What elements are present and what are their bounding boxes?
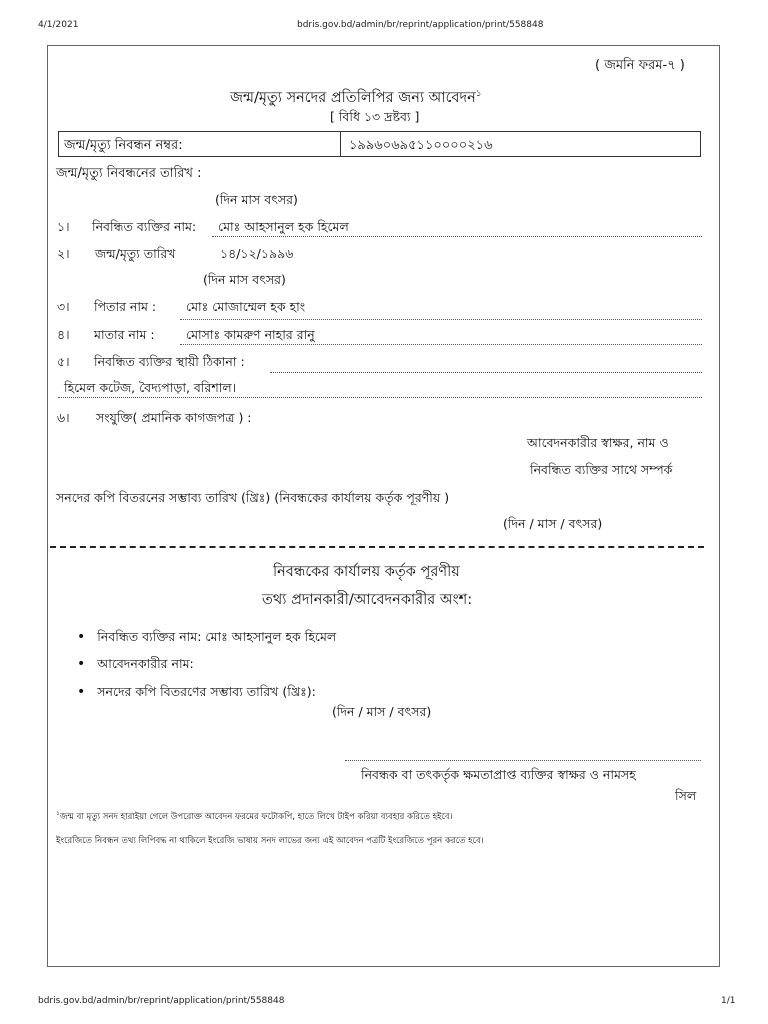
office-bullet-2-text: আবেদনকারীর নাম: bbox=[97, 656, 194, 671]
seal-label: সিল bbox=[675, 788, 697, 803]
office-bullet-3 bbox=[77, 684, 316, 704]
office-bullet-3-text: সনদের কপি বিতরণের সম্ভাব্য তারিখ (খ্রিঃ): bbox=[97, 684, 316, 699]
field-3-number: ৩। bbox=[57, 299, 70, 314]
registration-number-label: জন্ম/মৃত্যু নিবন্ধন নম্বর: bbox=[64, 138, 183, 153]
field-4-number: ৪। bbox=[57, 327, 70, 342]
bullet-dot-icon: • bbox=[77, 656, 86, 672]
field-5-label: নিবন্ধিত ব্যক্তির স্থায়ী ঠিকানা : bbox=[94, 354, 245, 369]
address-value: হিমেল কটেজ, বৈদ্যপাড়া, বরিশাল। bbox=[64, 380, 237, 395]
field-5-dotted-line bbox=[270, 372, 702, 373]
footnote-1-text: জন্ম বা মৃত্যু সনদ হারাইয়া গেলে উপরোক্ত আবেদন ফরমের ফটোকপি, হাতে লিখে টাইপ করিয়া ব্যবহার করিতে হইবে। bbox=[59, 811, 453, 822]
footnote-1 bbox=[56, 808, 453, 824]
office-bullet-1 bbox=[77, 629, 336, 649]
address-dotted-line bbox=[58, 397, 702, 398]
field-3-dotted-line bbox=[180, 319, 702, 320]
form-title-text: জন্ম/মৃত্যু সনদের প্রতিলিপির জন্য আবেদন bbox=[230, 89, 476, 106]
field-3-label: পিতার নাম : bbox=[94, 299, 157, 314]
field-4-label: মাতার নাম : bbox=[94, 327, 155, 342]
field-2-value: ১৪/১২/১৯৯৬ bbox=[220, 246, 294, 261]
registrar-signature-dotted-line bbox=[345, 760, 701, 761]
print-date: 4/1/2021 bbox=[38, 20, 79, 30]
field-1-number: ১। bbox=[57, 219, 70, 234]
footnote-2: ইংরেজিতে নিবন্ধন তথ্য লিপিবদ্ধ না থাকিলে ইংরেজি ভাষায় সনদ লাভের জন্য এই আবেদন পত্রটি ইংরেজিতে পূরন করতে হবে। bbox=[56, 836, 484, 846]
applicant-signature-line-2: নিবন্ধিত ব্যক্তির সাথে সম্পর্ক bbox=[530, 462, 673, 477]
cut-line-divider bbox=[50, 546, 704, 548]
field-4-value: মোসাঃ কামরুণ নাহার রানু bbox=[186, 327, 315, 342]
bullet-dot-icon: • bbox=[77, 629, 86, 645]
office-bullet-1-text: নিবন্ধিত ব্যক্তির নাম: মোঃ আহসানুল হক হিমেল bbox=[97, 629, 337, 644]
form-number: ( জমনি ফরম-৭ ) bbox=[595, 58, 685, 73]
registration-date-hint: (দিন মাস বৎসর) bbox=[215, 192, 298, 207]
registrar-signature-label: নিবন্ধক বা তৎকর্তৃক ক্ষমতাপ্রাপ্ত ব্যক্তির স্বাক্ষর ও নামসহ bbox=[361, 767, 636, 782]
field-1-label: নিবন্ধিত ব্যক্তির নাম: bbox=[92, 219, 197, 234]
field-4-dotted-line bbox=[180, 344, 702, 345]
office-section-title: নিবন্ধকের কার্যালয় কর্তৃক পূরণীয় bbox=[273, 564, 460, 580]
field-3-value: মোঃ মোজাম্মেল হক হাং bbox=[186, 299, 306, 314]
delivery-date-label: সনদের কপি বিতরনের সম্ভাব্য তারিখ (খ্রিঃ) (নিবন্ধকের কার্যালয় কর্তৃক পূরণীয় ) bbox=[56, 490, 450, 505]
print-url-header: bdris.gov.bd/admin/br/reprint/application/print/558848 bbox=[297, 20, 544, 30]
delivery-date-hint: (দিন / মাস / বৎসর) bbox=[503, 516, 603, 531]
field-6-number: ৬। bbox=[57, 410, 70, 425]
form-subtitle: [ বিধি ১৩ দ্রষ্টব্য ] bbox=[330, 109, 420, 124]
field-2-label: জন্ম/মৃত্যু তারিখ bbox=[95, 246, 176, 261]
office-section-subtitle: তথ্য প্রদানকারী/আবেদনকারীর অংশ: bbox=[262, 592, 473, 608]
print-url-footer: bdris.gov.bd/admin/br/reprint/application/print/558848 bbox=[38, 996, 285, 1006]
registration-number-value: ১৯৯৬০৬৯৫১১০০০০২১৬ bbox=[349, 138, 493, 153]
office-date-hint: (দিন / মাস / বৎসর) bbox=[332, 704, 432, 719]
registration-date-label: জন্ম/মৃত্যু নিবন্ধনের তারিখ : bbox=[56, 166, 202, 181]
field-5-number: ৫। bbox=[57, 354, 70, 369]
field-2-number: ২। bbox=[57, 246, 70, 261]
registration-box-divider bbox=[340, 132, 341, 156]
field-2-date-hint: (দিন মাস বৎসর) bbox=[203, 272, 286, 287]
form-title-footnote-mark: ১ bbox=[475, 89, 482, 99]
field-1-value: মোঃ আহসানুল হক হিমেল bbox=[218, 219, 349, 234]
bullet-dot-icon: • bbox=[77, 684, 86, 700]
form-title bbox=[230, 86, 482, 111]
page-counter: 1/1 bbox=[721, 996, 736, 1006]
footnote-1-mark: ১ bbox=[56, 810, 60, 817]
field-1-dotted-line bbox=[212, 236, 702, 237]
office-bullet-2 bbox=[77, 656, 194, 676]
applicant-signature-line-1: আবেদনকারীর স্বাক্ষর, নাম ও bbox=[527, 435, 669, 450]
field-6-label: সংযুক্তি( প্রমানিক কাগজপত্র ) : bbox=[96, 410, 252, 425]
